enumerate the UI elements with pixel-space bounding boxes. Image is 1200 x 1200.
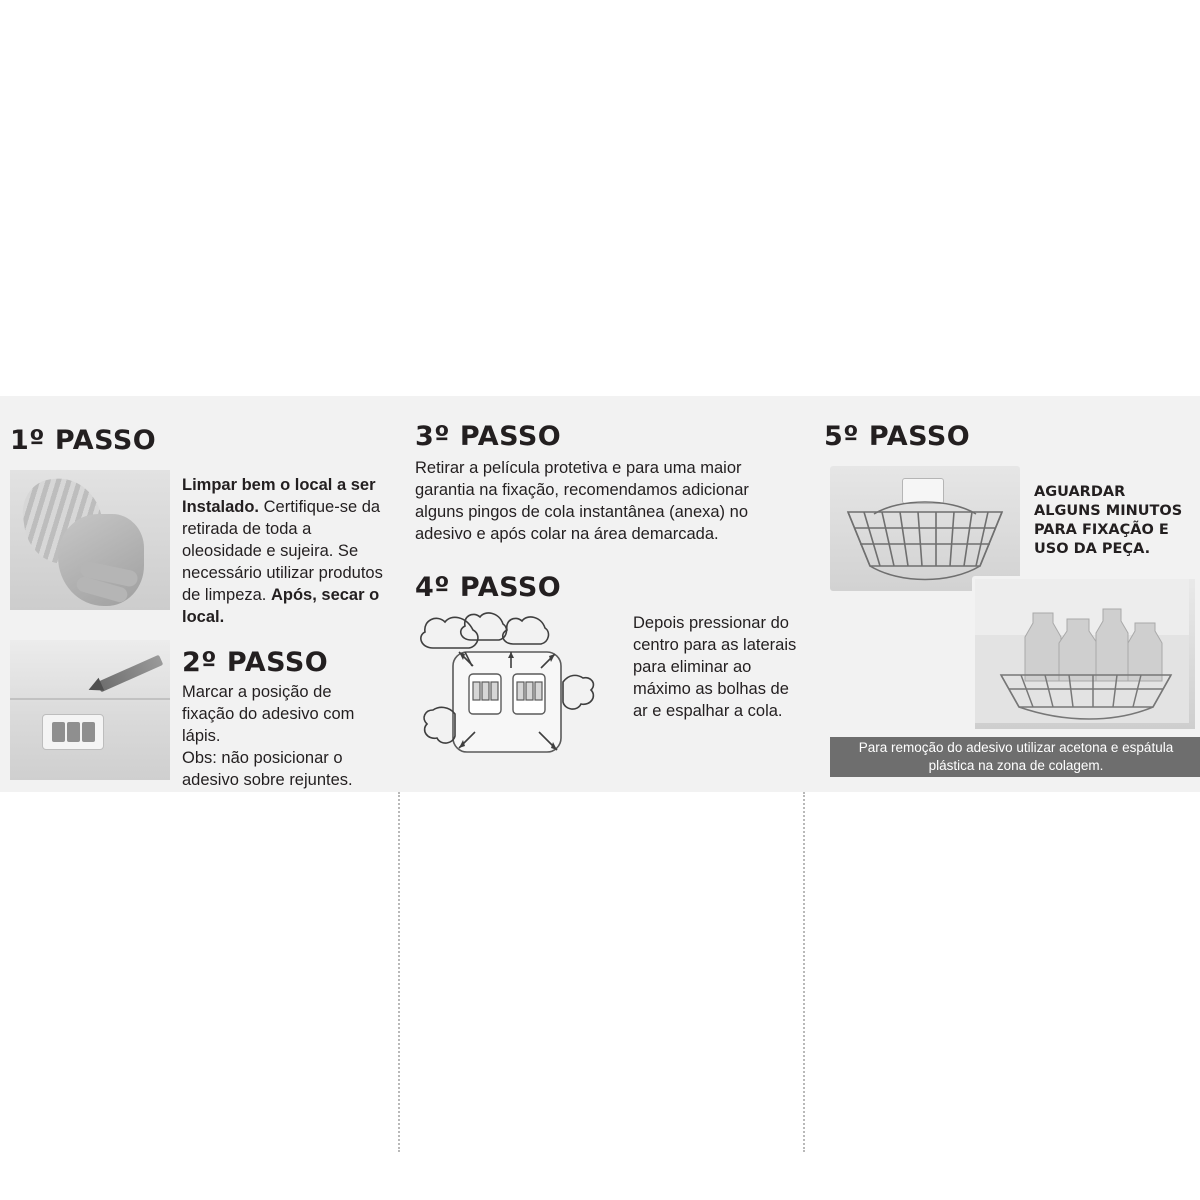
step-5-caption: AGUARDAR ALGUNS MINUTOS PARA FIXAÇÃO E USO DA PEÇA. bbox=[1034, 484, 1183, 558]
step-1-heading: Limpar bem o local a ser Instalado. bbox=[182, 476, 376, 516]
step-1-emphasis: Após, secar o local. bbox=[182, 585, 380, 626]
step-2-note: Obs: não posicionar o adesivo sobre rejuntes. bbox=[182, 748, 353, 789]
tile-grout-line bbox=[10, 698, 170, 700]
instruction-sheet bbox=[0, 396, 1200, 792]
step-2-text-block bbox=[182, 647, 387, 792]
step-1-title: 1º PASSO bbox=[10, 425, 157, 456]
sticker-slot bbox=[67, 722, 80, 742]
column-separator-1 bbox=[398, 792, 400, 1152]
illustration-pressing-adhesive-hands bbox=[415, 606, 625, 766]
step-5-title: 5º PASSO bbox=[824, 421, 971, 452]
column-step-5 bbox=[820, 421, 1192, 773]
step-4-text: Depois pressionar do centro para as laterais para eliminar ao máximo as bolhas de ar e espalhar a cola. bbox=[633, 614, 797, 720]
column-steps-1-2 bbox=[10, 425, 390, 789]
basket-bottles-drawing bbox=[975, 579, 1189, 723]
step-4-title: 4º PASSO bbox=[415, 571, 562, 603]
step-1-text-block bbox=[182, 475, 387, 629]
step-1-text: Certifique-se da retirada de toda a oleosidade e sujeira. Se necessário utilizar produtos de limpeza. bbox=[182, 497, 383, 604]
step-3-title: 3º PASSO bbox=[415, 421, 562, 452]
photo-pencil-marking-tile bbox=[10, 640, 170, 780]
pressing-diagram-svg bbox=[415, 606, 625, 766]
pencil-shape bbox=[97, 655, 164, 693]
photo-wire-basket-mounted bbox=[830, 466, 1020, 591]
sticker-slot bbox=[52, 722, 65, 742]
step-3-text: Retirar a película protetiva e para uma maior garantia na fixação, recomendamos adicionar alguns pingos de cola instantânea (anexa) no adesivo e após colar na área demarcada. bbox=[415, 459, 749, 543]
step-2-title: 2º PASSO bbox=[182, 647, 329, 678]
adhesive-sticker-shape bbox=[42, 714, 104, 750]
photo-basket-with-bottles bbox=[972, 576, 1198, 732]
step-2-text: Marcar a posição de fixação do adesivo com lápis. bbox=[182, 683, 355, 745]
column-separator-2 bbox=[803, 792, 805, 1152]
sticker-slot bbox=[82, 722, 95, 742]
wire-basket-drawing bbox=[830, 466, 1020, 591]
column-steps-3-4 bbox=[415, 421, 797, 720]
removal-notice: Para remoção do adesivo utilizar acetona e espátula plástica na zona de colagem. bbox=[830, 737, 1200, 777]
photo-cloth-cleaning-wall bbox=[10, 470, 170, 610]
